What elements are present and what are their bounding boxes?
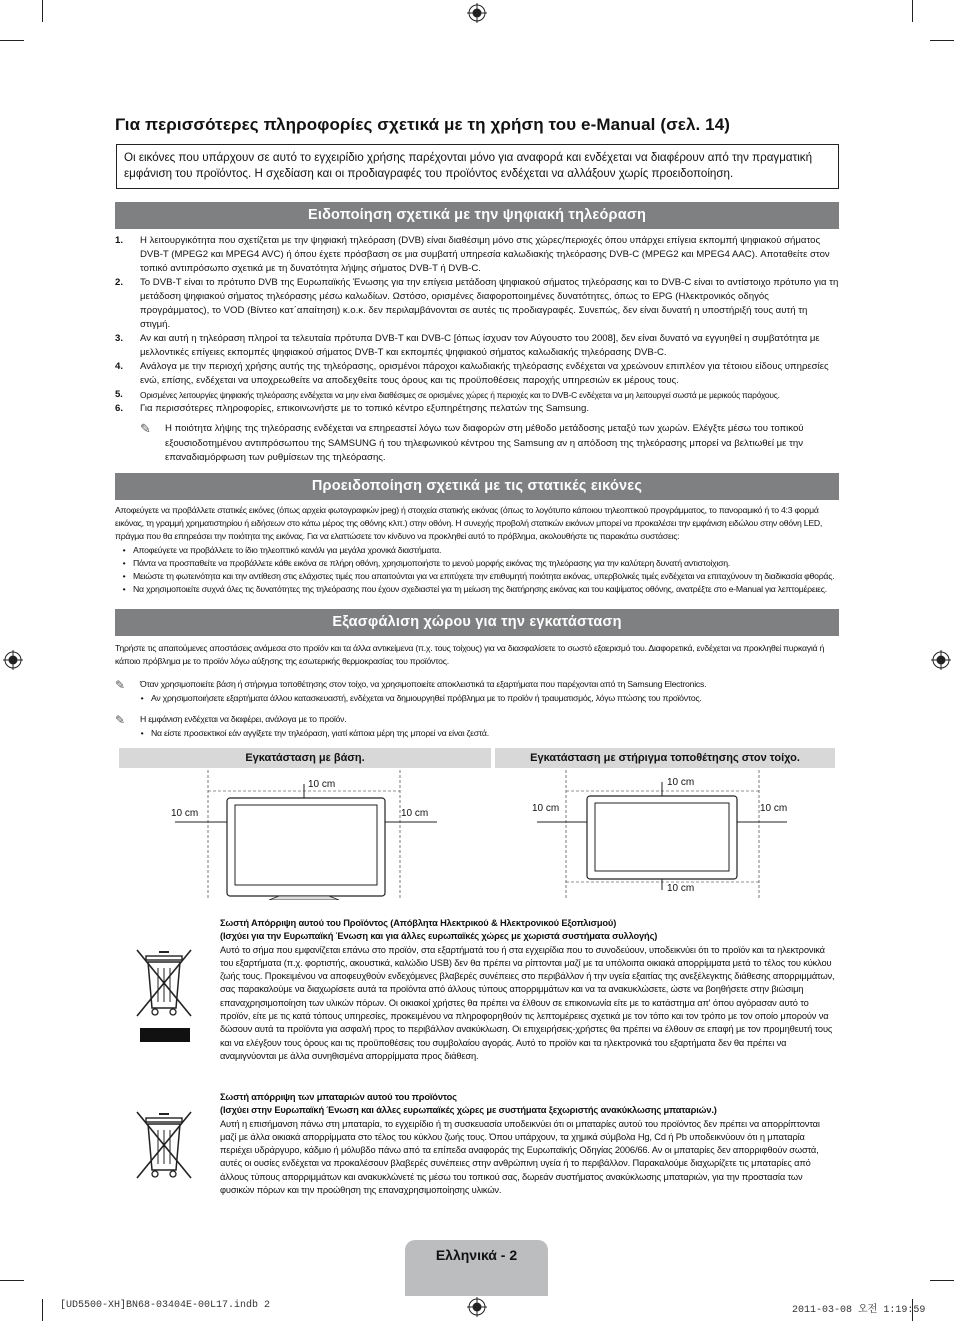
- list-item: • Πάντα να προσπαθείτε να προβάλλετε κάθε εικόνα σε πλήρη οθόνη, χρησιμοποιήστε το μενού μορφής εικόνας της τηλεόρασης για την καλύτερη δυνατή αντιστοίχιση.: [122, 557, 730, 568]
- section-heading-still-image: Προειδοποίηση σχετικά με τις στατικές εικόνες: [115, 473, 839, 500]
- page-title: Για περισσότερες πληροφορίες σχετικά με τη χρήση του e-Manual (σελ. 14): [115, 115, 731, 134]
- list-item: 5. Ορισμένες λειτουργίες ψηφιακής τηλεόρασης ενδέχεται να μην είναι διαθέσιμες σε ορισμένες χώρες ή περιοχές και το DVB-C ενδέχεται να μη λειτουργεί σωστά με μερικούς παρόχους.: [115, 389, 780, 400]
- page-number-tab: Ελληνικά - 2: [405, 1240, 548, 1296]
- stand-top-distance: 10 cm: [308, 779, 336, 790]
- registration-mark-icon: [931, 650, 951, 670]
- registration-mark-icon: [3, 650, 23, 670]
- still-image-text: Αποφεύγετε να προβάλλετε στατικές εικόνες (όπως αρχεία φωτογραφιών jpeg) ή στοιχεία στατικής εικόνας (όπως το λογότυπο κάποιου τηλεοπτικού προγράμματος, το πανοραμικό ή το 4:3 φορμά εικόνας, τη γραμμή χρηματιστηρίου ή ειδήσεων στο κάτω μέρος της οθόνης κλπ.) στην οθόνη. Η συνεχής προβολή στατικών εικόνων μπορεί να προκαλέσει την εμφάνιση ειδώλου στην οθόνη LED, πράγμα που θα επηρεάσει την ποιότητα της εικόνας. Για να ελαττώσετε τον κίνδυνο να προκληθεί αυτό το πρόβλημα, ακολουθήστε τις παρακάτω συστάσεις: • Αποφεύγετε να προβάλλετε το ίδιο τηλεοπτικό κανάλι για μεγάλα χρονικά διαστήματα. • Πάντα να προσπαθείτε να προβάλλετε κάθε εικόνα σε πλήρη οθόνη, χρησιμοποιήστε το μενού μορφής εικόνας της τηλεόρασης για την καλύτερη δυνατή αντιστοίχιση. • Μειώστε τη φωτεινότητα και την αντίθεση στις ελάχιστες τιμές που απαιτούνται για να επιτύχετε την επιθυμητή ποιότητα εικόνας, υπερβολικές τιμές ενδέχεται να επιταχύνουν τη διαδικασία φθοράς. • Να χρησιμοποιείτε συχνά όλες τις δυνατότητες της τηλεόρασης που έχουν σχεδιαστεί για τη μείωση της διατήρησης εικόνας και του καψίματος οθόνης, ανατρέξτε στο e-Manual για λεπτομέρειες.: [115, 504, 839, 596]
- wall-bottom-distance: 10 cm: [667, 883, 695, 894]
- install-text: Τηρήστε τις απαιτούμενες αποστάσεις ανάμεσα στο προϊόν και τα άλλα αντικείμενα (π.χ. τους τοίχους) για να διασφαλίσετε το σωστό εξαερισμό του. Διαφορετικά, ενδέχεται να προκληθεί πυρκαγιά ή κάποιο πρόβλημα με το προϊόν λόγω αύξησης της εσωτερικής θερμοκρασίας του προϊόντος.: [115, 643, 825, 667]
- install-note-1: ✎ Όταν χρησιμοποιείτε βάση ή στήριγμα τοποθέτησης στον τοίχο, να χρησιμοποιείτε αποκλειστικά τα εξαρτήματα που παρέχονται από τη Samsung Electronics. • Αν χρησιμοποιήσετε εξαρτήματα άλλου κατασκευαστή, ενδέχεται να δημιουργηθεί πρόβλημα με το προϊόν ή τραυματισμός, λόγω πτώσης του προϊόντος.: [115, 678, 707, 703]
- list-item: 6. Για περισσότερες πληροφορίες, επικοινωνήστε με το τοπικό κέντρο εξυπηρέτησης πελατών της Samsung.: [115, 403, 590, 414]
- wall-right-distance: 10 cm: [760, 803, 788, 814]
- list-item: • Μειώστε τη φωτεινότητα και την αντίθεση στις ελάχιστες τιμές που απαιτούνται για να επιτύχετε την επιθυμητή ποιότητα εικόνας, υπερβολικές τιμές ενδέχεται να επιταχύνουν τη διαδικασία φθοράς.: [122, 571, 835, 582]
- wall-left-distance: 10 cm: [532, 803, 560, 814]
- registration-mark-icon: [467, 3, 487, 23]
- list-item: 3. Αν και αυτή η τηλεόραση πληροί τα τελευταία πρότυπα DVB-T και DVB-C [όπως ίσχυαν τον Αύγουστο του 2008], δεν είναι δυνατό να εγγυηθεί η συμβατότητα με μελλοντικές επίγειες εκπομπές ψηφιακού σήματος DVB-T και εκπομπές ψηφιακού σήματος καλωδιακής τηλεόρασης DVB-C.: [115, 333, 820, 358]
- intro-notice: Οι εικόνες που υπάρχουν σε αυτό το εγχειρίδιο χρήσης παρέχονται μόνο για αναφορά και ενδέχεται να διαφέρουν από την πραγματική εμφάνιση του προϊόντος. Η σχεδίαση και οι προδιαγραφές του προϊόντος ενδέχεται να αλλάξουν χωρίς προειδοποίηση.: [116, 144, 839, 189]
- battery-section: Σωστή απόρριψη των μπαταριών αυτού του προϊόντος (Ισχύει στην Ευρωπαϊκή Ένωση και άλλες ευρωπαϊκές χώρες με συστήματα ξεχωριστής ανακύκλωσης μπαταριών.) Αυτή η επισήμανση πάνω στη μπαταρία, το εγχειρίδιο ή τη συσκευασία υποδεικνύει ότι οι μπαταρίες αυτού του προϊόντος δεν πρέπει να απορρίπτονται μαζί με άλλα οικιακά απορρίμματα στο τέλος του κύκλου ζωής τους. Όπου υπάρχουν, τα χημικά σύμβολα Hg, Cd ή Pb υποδεικνύουν ότι η μπαταρία περιέχει υδράργυρο, κάδμιο ή μόλυβδο πάνω από τα επίπεδα αναφοράς της Ευρωπαϊκής Οδηγίας 2006/66. Αν οι μπαταρίες δεν απορριφθούν σωστά, αυτές οι ουσίες ενδέχεται να προκαλέσουν βλαβερές συνέπειες στην ανθρώπινη υγεία ή το περιβάλλον. Παρακαλούμε διαχωρίζετε τις μπαταρίες από άλλους τύπους απορριμμάτων και ανακυκλώνετέ τις μέσω του τοπικού σας, δωρεάν συστήματος ανακύκλωσης μπαταριών, για την προστασία των φυσικών πόρων και την προώθηση της επαναχρησιμοποίησης υλικών.: [220, 1092, 820, 1196]
- wall-install-label: Εγκατάσταση με στήριγμα τοποθέτησης στον τοίχο.: [495, 748, 835, 768]
- list-item: 4. Ανάλογα με την περιοχή χρήσης αυτής της τηλεόρασης, ορισμένοι πάροχοι καλωδιακής τηλεόρασης ενδέχεται να χρεώνουν επιπλέον για τέτοιου είδους υπηρεσίες ενώ, επίσης, ενδέχεται να υποχρεωθείτε να αποδεχθείτε τους όρους και τις προϋποθέσεις παροχής υπηρεσιών εκ μέρους τους.: [115, 361, 829, 386]
- list-item: 1. Η λειτουργικότητα που σχετίζεται με την ψηφιακή τηλεόραση (DVB) είναι διαθέσιμη μόνο στις χώρες/περιοχές όπου υπάρχει επίγεια εκπομπή ψηφιακού σήματος DVB-T (MPEG2 και MPEG4 AVC) ή όπου έχετε πρόσβαση σε μια συμβατή υπηρεσία καλωδιακής τηλεόρασης DVB-C (MPEG2 και MPEG4 AAC). Αποταθείτε στον τοπικό αντιπρόσωπο σχετικά με τη δυνατότητα λήψης σήματος DVB-T ή DVB-C.: [115, 235, 830, 274]
- footer-date: 2011-03-08 오전 1:19:59: [792, 1305, 926, 1316]
- digital-tv-list: [115, 234, 839, 416]
- section-heading-digital-tv: Ειδοποίηση σχετικά με την ψηφιακή τηλεόραση: [115, 202, 839, 229]
- registration-mark-icon: [467, 1297, 487, 1317]
- crossed-bin-icon: [133, 948, 195, 1043]
- pencil-note-icon: ✎: [140, 421, 151, 436]
- footer-file: [UD5500-XH]BN68-03404E-00L17.indb 2: [60, 1300, 271, 1311]
- stand-install-diagram: [119, 770, 491, 900]
- weee-section: Σωστή Απόρριψη αυτού του Προϊόντος (Απόβλητα Ηλεκτρικού & Ηλεκτρονικού Εξοπλισμού) (Ισχύει για την Ευρωπαϊκή Ένωση και για άλλες ευρωπαϊκές χώρες με χωριστά συστήματα συλλογής) Αυτό το σήμα που εμφανίζεται επάνω στο προϊόν, στα εξαρτήματά του ή στα εγχειρίδια που το συνοδεύουν, υποδεικνύει ότι το προϊόν και τα ηλεκτρονικά του εξαρτήματα (π.χ. φορτιστής, ακουστικά, καλώδιο USB) δεν θα πρέπει να ρίπτονται μαζί με τα υπόλοιπα οικιακά απορρίμματα μετά το τέλος του κύκλου ζωής τους. Προκειμένου να αποφευχθούν ενδεχόμενες βλαβερές συνέπειες στο περιβάλλον ή την υγεία εξαιτίας της ανεξέλεγκτης διάθεσης απορριμμάτων, σας παρακαλούμε να διαχωρίσετε αυτά τα προϊόντα από άλλους τύπους απορριμμάτων και να τα ανακυκλώσετε, ώστε να βοηθήσετε στην βιώσιμη επαναχρησιμοποίηση των υλικών πόρων. Οι οικιακοί χρήστες θα πρέπει να έλθουν σε επικοινωνία είτε με το κατάστημα απ' όπου αγόρασαν αυτό το προϊόν, είτε με τις κατά τόπους υπηρεσίες, προκειμένου να πληροφορηθούν τις λεπτομέρειες σχετικά με τον τόπο και τον τρόπο με τον οποίο μπορούν να δώσουν αυτά τα προϊόντα για ασφαλή προς το περιβάλλον ανακύκλωση. Οι επιχειρήσεις-χρήστες θα πρέπει να έλθουν σε επαφή με τον προμηθευτή τους και να ελέγξουν τους όρους και τις προϋποθέσεις του συμβολαίου αγοράς. Αυτό το προϊόν και τα ηλεκτρονικά του εξαρτήματα δεν θα πρέπει να αναμιγνύονται με άλλα συνηθισμένα απορρίμματα προς διάθεση.: [220, 918, 835, 1061]
- crossed-battery-bin-icon: [133, 1110, 195, 1182]
- list-item: • Να χρησιμοποιείτε συχνά όλες τις δυνατότητες της τηλεόρασης που έχουν σχεδιαστεί για τη μείωση της διατήρησης εικόνας και του καψίματος οθόνης, ανατρέξτε στο e-Manual για λεπτομέρειες.: [122, 584, 827, 595]
- list-item: 2. Το DVB-T είναι το πρότυπο DVB της Ευρωπαϊκής Ένωσης για την επίγεια μετάδοση ψηφιακού σήματος τηλεόρασης και το DVB-C είναι το αντίστοιχο πρότυπο για τη μετάδοση ψηφιακού σήματος τηλεόρασης μέσω καλωδίων. Ωστόσο, ορισμένες διαφοροποιημένες δυνατότητες, όπως το EPG (Ηλεκτρονικός οδηγός προγράμματος), το VOD (Βίντεο κατ΄απαίτηση) κ.ο.κ. δεν περιλαμβάνονται σε αυτές τις προδιαγραφές. Συνεπώς, δεν είναι δυνατή η υποστήριξή τους αυτή τη στιγμή.: [115, 277, 839, 330]
- stand-install-label: Εγκατάσταση με βάση.: [119, 748, 491, 768]
- list-item: • Αποφεύγετε να προβάλλετε το ίδιο τηλεοπτικό κανάλι για μεγάλα χρονικά διαστήματα.: [122, 544, 442, 555]
- stand-left-distance: 10 cm: [171, 808, 199, 819]
- wall-top-distance: 10 cm: [667, 777, 695, 788]
- section-heading-install: Εξασφάλιση χώρου για την εγκατάσταση: [115, 609, 839, 636]
- digital-tv-note: ✎ Η ποιότητα λήψης της τηλεόρασης ενδέχεται να επηρεαστεί λόγω των διαφορών στη μέθοδο μετάδοσης μεταξύ των χωρών. Ελέγξτε μέσω του τοπικού εξουσιοδοτημένου αντιπρόσωπου της SAMSUNG ή του τηλεφωνικού κέντρου της Samsung αν η απόδοση της τηλεόρασης μπορεί να βελτιωθεί με την επαναδιαμόρφωση των ρυθμίσεων της τηλεόρασης.: [140, 422, 840, 466]
- wall-install-diagram: [495, 770, 835, 900]
- stand-right-distance: 10 cm: [401, 808, 429, 819]
- install-note-2: ✎ Η εμφάνιση ενδέχεται να διαφέρει, ανάλογα με το προϊόν. • Να είστε προσεκτικοί εάν αγγίξετε την τηλεόραση, γιατί κάποια μέρη της μπορεί να είναι ζεστά.: [115, 713, 489, 738]
